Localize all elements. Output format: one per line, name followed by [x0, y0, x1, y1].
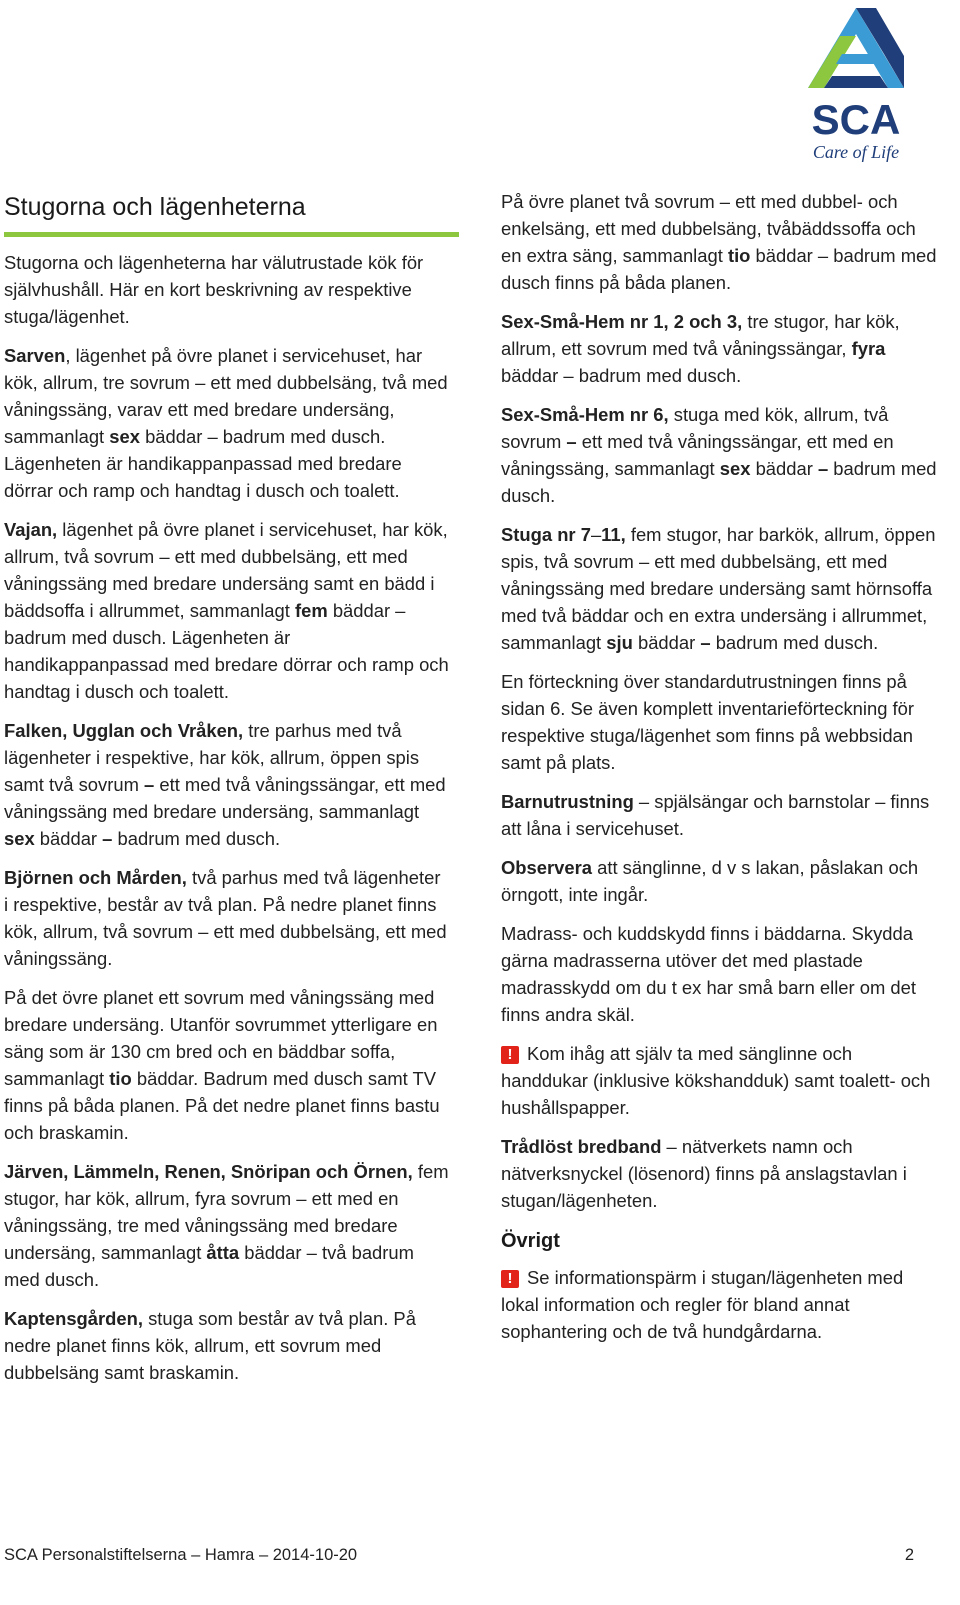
heading-underline: [4, 232, 459, 237]
left-column: [4, 188, 449, 1398]
falken-name: Falken, Ugglan och Vråken,: [4, 720, 244, 741]
sca-logo-mark-icon: [800, 6, 912, 166]
barnutrustning-paragraph: Barnutrustning – spjälsängar och barnstolar – finns att låna i servicehuset.: [501, 791, 930, 839]
kom-ihag-paragraph: ! Kom ihåg att själv ta med sänglinne och handdukar (inklusive kökshandduk) samt toalett- och hushållspapper.: [501, 1043, 931, 1118]
sca-logo: [800, 6, 912, 166]
ovre-planet-paragraph: På det övre planet ett sovrum med våningssäng med bredare undersäng. Utanför sovrummet ytterligare en säng som är 130 cm bred och en bäddbar soffa, sammanlagt tio bäddar. Badrum med dusch samt TV finns på båda planen. På det nedre planet finns bastu och braskamin.: [4, 987, 440, 1143]
madrass-paragraph: Madrass- och kuddskydd finns i bäddarna. Skydda gärna madrasserna utöver det med plastade madrasskydd om du t ex har små barn eller om det finns andra skäl.: [501, 923, 916, 1025]
jarven-paragraph: Järven, Lämmeln, Renen, Snöripan och Örnen, fem stugor, har kök, allrum, fyra sovrum – ett med en våningssäng, tre med våningssäng med bredare undersäng, sammanlagt åtta bäddar – två badrum med dusch.: [4, 1161, 449, 1290]
jarven-name: Järven, Lämmeln, Renen, Snöripan och Örnen,: [4, 1161, 413, 1182]
info-paragraph: ! Se informationspärm i stugan/lägenheten med lokal information och regler för bland annat sophantering och de två hundgårdarna.: [501, 1267, 904, 1342]
intro-paragraph: Stugorna och lägenheterna har välutrustade kök för självhushåll. Här en kort beskrivning av respektive stuga/lägenhet.: [4, 252, 424, 327]
logo-tagline-text: Care of Life: [812, 142, 900, 162]
sex-sma-hem-123-paragraph: Sex-Små-Hem nr 1, 2 och 3, tre stugor, har kök, allrum, ett sovrum med två våningssängar, fyra bäddar – badrum med dusch.: [501, 311, 900, 386]
vajan-paragraph: Vajan, lägenhet på övre planet i servicehuset, har kök, allrum, två sovrum – ett med dubbelsäng, ett med våningssäng med bredare undersäng samt en bädd i bäddsoffa i allrummet, sammanlagt fem bäddar – badrum med dusch. Lägenheten är handikappanpassad med bredare dörrar och ramp och handtag i dusch och toalett.: [4, 519, 449, 702]
warning-icon: !: [501, 1270, 519, 1288]
kaptensgarden-name: Kaptensgården,: [4, 1308, 143, 1329]
bjornen-name: Björnen och Mården,: [4, 867, 187, 888]
ovre-plan-paragraph: På övre planet två sovrum – ett med dubbel- och enkelsäng, ett med dubbelsäng, tvåbäddssoffa och en extra säng, sammanlagt tio bäddar – badrum med dusch finns på båda planen.: [501, 191, 937, 293]
kaptensgarden-paragraph: Kaptensgården, stuga som består av två plan. På nedre planet finns kök, allrum, ett sovrum med dubbelsäng samt braskamin.: [4, 1308, 416, 1383]
right-column: [501, 188, 941, 1357]
page-heading: Stugorna och lägenheterna: [4, 193, 306, 221]
page-number: 2: [904, 1546, 914, 1564]
bjornen-paragraph: Björnen och Mården, två parhus med två lägenheter i respektive, består av två plan. På nedre planet finns kök, allrum, två sovrum – ett med dubbelsäng, ett med våningssäng.: [4, 867, 447, 969]
logo-brand-text: SCA: [811, 96, 901, 143]
falken-paragraph: Falken, Ugglan och Vråken, tre parhus med två lägenheter i respektive, har kök, allrum, öppen spis samt två sovrum – ett med två våningssängar, ett med våningssäng med bredare undersäng, sammanlagt sex bäddar – badrum med dusch.: [4, 720, 446, 849]
stuga-7-11-paragraph: Stuga nr 7–11, fem stugor, har barkök, allrum, öppen spis, två sovrum – ett med dubbelsäng, ett med våningssäng med bredare undersäng samt hörnsoffa med två bäddar och en extra undersäng i allrummet, sammanlagt sju bäddar – badrum med dusch.: [501, 524, 936, 653]
vajan-name: Vajan,: [4, 519, 58, 540]
footer-text: SCA Personalstiftelserna – Hamra – 2014-10-20: [4, 1546, 358, 1564]
warning-icon: !: [501, 1046, 519, 1064]
tradlost-paragraph: Trådlöst bredband – nätverkets namn och nätverksnyckel (lösenord) finns på anslagstavlan i stugan/lägenheten.: [501, 1136, 907, 1211]
page-footer: [4, 1546, 914, 1565]
sarven-paragraph: Sarven, lägenhet på övre planet i servicehuset, har kök, allrum, tre sovrum – ett med dubbelsäng, två med våningssäng, varav ett med bredare undersäng, sammanlagt sex bäddar – badrum med dusch. Lägenheten är handikappanpassad med bredare dörrar och ramp och handtag i dusch och toalett.: [4, 345, 448, 501]
sarven-name: Sarven: [4, 345, 66, 366]
ovrigt-heading: Övrigt: [501, 1230, 560, 1252]
forteckning-paragraph: En förteckning över standardutrustningen finns på sidan 6. Se även komplett inventarieförteckning för respektive stuga/lägenhet som finns på webbsidan samt på plats.: [501, 671, 914, 773]
observera-paragraph: Observera att sänglinne, d v s lakan, påslakan och örngott, inte ingår.: [501, 857, 919, 905]
sex-sma-hem-6-paragraph: Sex-Små-Hem nr 6, stuga med kök, allrum, två sovrum – ett med två våningssängar, ett med en våningssäng, sammanlagt sex bäddar – badrum med dusch.: [501, 404, 937, 506]
